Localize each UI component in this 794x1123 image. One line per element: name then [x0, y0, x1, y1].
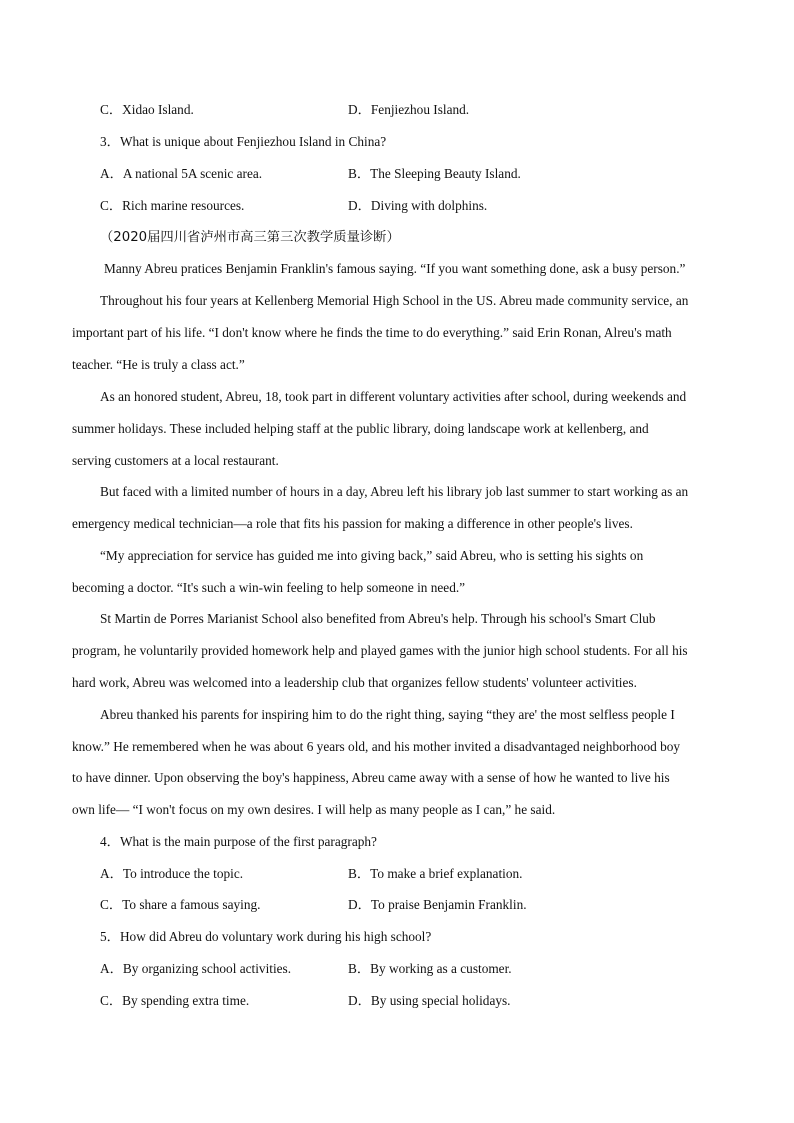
- passage-line: But faced with a limited number of hours in a day, Abreu left his library job last summer to start working as an: [100, 484, 689, 499]
- q4-option-c: C．To share a famous saying.: [100, 897, 261, 912]
- passage-line: St Martin de Porres Marianist School also benefited from Abreu's help. Through his school's Smart Club: [100, 611, 656, 626]
- passage-line: hard work, Abreu was welcomed into a leadership club that organizes fellow students' volunteer activities.: [72, 675, 637, 690]
- passage-line: Manny Abreu pratices Benjamin Franklin's famous saying. “If you want something done, ask a busy person.”: [104, 261, 686, 276]
- passage-line: important part of his life. “I don't know where he finds the time to do everything.” said Erin Ronan, Alreu's math: [72, 325, 672, 340]
- q4-option-b: B．To make a brief explanation.: [348, 866, 523, 881]
- question-5-stem: 5．How did Abreu do voluntary work during his high school?: [100, 929, 432, 944]
- passage-line: Abreu thanked his parents for inspiring him to do the right thing, saying “they are' the most selfless people I: [100, 707, 675, 722]
- q5-option-d: D．By using special holidays.: [348, 993, 511, 1008]
- question-3-stem: 3．What is unique about Fenjiezhou Island in China?: [100, 134, 387, 149]
- passage-line: teacher. “He is truly a class act.”: [72, 357, 245, 372]
- passage-line: own life— “I won't focus on my own desires. I will help as many people as I can,” he said.: [72, 802, 556, 817]
- q3-option-b: B．The Sleeping Beauty Island.: [348, 166, 521, 181]
- question-4-stem: 4．What is the main purpose of the first paragraph?: [100, 834, 377, 849]
- q3-option-d: D．Diving with dolphins.: [348, 198, 488, 213]
- passage-line: serving customers at a local restaurant.: [72, 453, 279, 468]
- passage-line: to have dinner. Upon observing the boy's happiness, Abreu came away with a sense of how he wanted to live his: [72, 770, 670, 785]
- passage-line: Throughout his four years at Kellenberg Memorial High School in the US. Abreu made community service, an: [100, 293, 689, 308]
- passage-line: As an honored student, Abreu, 18, took part in different voluntary activities after school, during weekends and: [100, 389, 687, 404]
- passage-line: summer holidays. These included helping staff at the public library, doing landscape work at kellenberg, and: [72, 421, 649, 436]
- q3-option-a: A．A national 5A scenic area.: [100, 166, 263, 181]
- q3-option-c: C．Rich marine resources.: [100, 198, 245, 213]
- option-d: D．Fenjiezhou Island.: [348, 102, 470, 117]
- passage-source: （2020届四川省泸州市高三第三次教学质量诊断）: [100, 230, 400, 245]
- q5-option-b: B．By working as a customer.: [348, 961, 512, 976]
- passage-line: know.” He remembered when he was about 6 years old, and his mother invited a disadvantaged neighborhood boy: [72, 739, 681, 754]
- passage-line: becoming a doctor. “It's such a win-win feeling to help someone in need.”: [72, 580, 466, 595]
- q4-option-a: A．To introduce the topic.: [100, 866, 244, 881]
- passage-line: “My appreciation for service has guided me into giving back,” said Abreu, who is setting his sights on: [100, 548, 644, 563]
- q5-option-c: C．By spending extra time.: [100, 993, 250, 1008]
- q5-option-a: A．By organizing school activities.: [100, 961, 292, 976]
- passage-line: emergency medical technician—a role that fits his passion for making a difference in other people's lives.: [72, 516, 633, 531]
- q4-option-d: D．To praise Benjamin Franklin.: [348, 897, 527, 912]
- passage-line: program, he voluntarily provided homework help and played games with the junior high school students. For all his: [72, 643, 688, 658]
- option-c: C．Xidao Island.: [100, 102, 194, 117]
